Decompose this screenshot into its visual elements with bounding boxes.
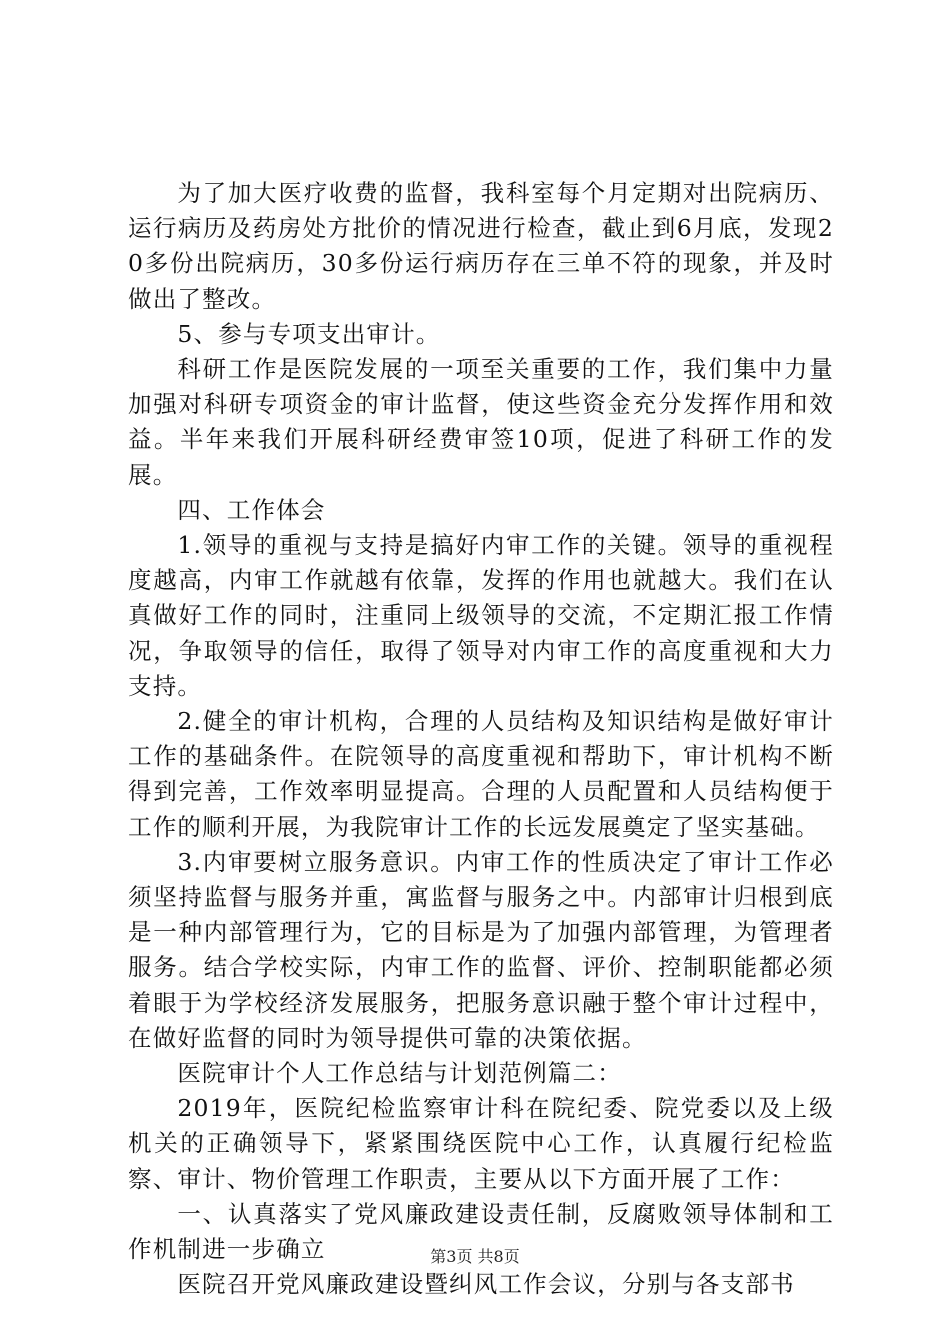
- section-heading-responsibility-system: 一、认真落实了党风廉政建设责任制，反腐败领导体制和工作机制进一步确立: [128, 1199, 834, 1264]
- section-heading-work-experience: 四、工作体会: [177, 495, 326, 524]
- paragraph-2019-intro: 2019年，医院纪检监察审计科在院纪委、院党委以及上级机关的正确领导下，紧紧围绕医院中心工作，认真履行纪检监察、审计、物价管理工作职责，主要从以下方面开展了工作：: [128, 1094, 834, 1193]
- paragraph-special-audit-heading: 5、参与专项支出审计。: [177, 319, 441, 348]
- paragraph-point-1: 1.领导的重视与支持是搞好内审工作的关键。领导的重视程度越高，内审工作就越有依靠，发挥的作用也就越大。我们在认真做好工作的同时，注重同上级领导的交流，不定期汇报工作情况，争取领导的信任，取得了领导对内审工作的高度重视和大力支持。: [128, 531, 834, 700]
- article-2-title: 医院审计个人工作总结与计划范例篇二：: [177, 1059, 622, 1088]
- document-body: [128, 176, 834, 1303]
- paragraph-research-funds: 科研工作是医院发展的一项至关重要的工作，我们集中力量加强对科研专项资金的审计监督，使这些资金充分发挥作用和效益。半年来我们开展科研经费审签10项，促进了科研工作的发展。: [128, 355, 834, 489]
- paragraph-fee-supervision: 为了加大医疗收费的监督，我科室每个月定期对出院病历、运行病历及药房处方批价的情况进行检查，截止到6月底，发现20多份出院病历，30多份运行病历存在三单不符的现象，并及时做出了整改。: [128, 179, 834, 313]
- paragraph-point-2: 2.健全的审计机构，合理的人员结构及知识结构是做好审计工作的基础条件。在院领导的高度重视和帮助下，审计机构不断得到完善，工作效率明显提高。合理的人员配置和人员结构便于工作的顺利开展，为我院审计工作的长远发展奠定了坚实基础。: [128, 707, 834, 841]
- page-number-footer: 第3页 共8页: [430, 1247, 520, 1266]
- paragraph-point-3: 3.内审要树立服务意识。内审工作的性质决定了审计工作必须坚持监督与服务并重，寓监督与服务之中。内部审计归根到底是一种内部管理行为，它的目标是为了加强内部管理，为管理者服务。结合学校实际，内审工作的监督、评价、控制职能都必须着眼于为学校经济发展服务，把服务意识融于整个审计过程中，在做好监督的同时为领导提供可靠的决策依据。: [128, 847, 834, 1052]
- paragraph-meeting: 医院召开党风廉政建设暨纠风工作会议，分别与各支部书: [177, 1270, 795, 1299]
